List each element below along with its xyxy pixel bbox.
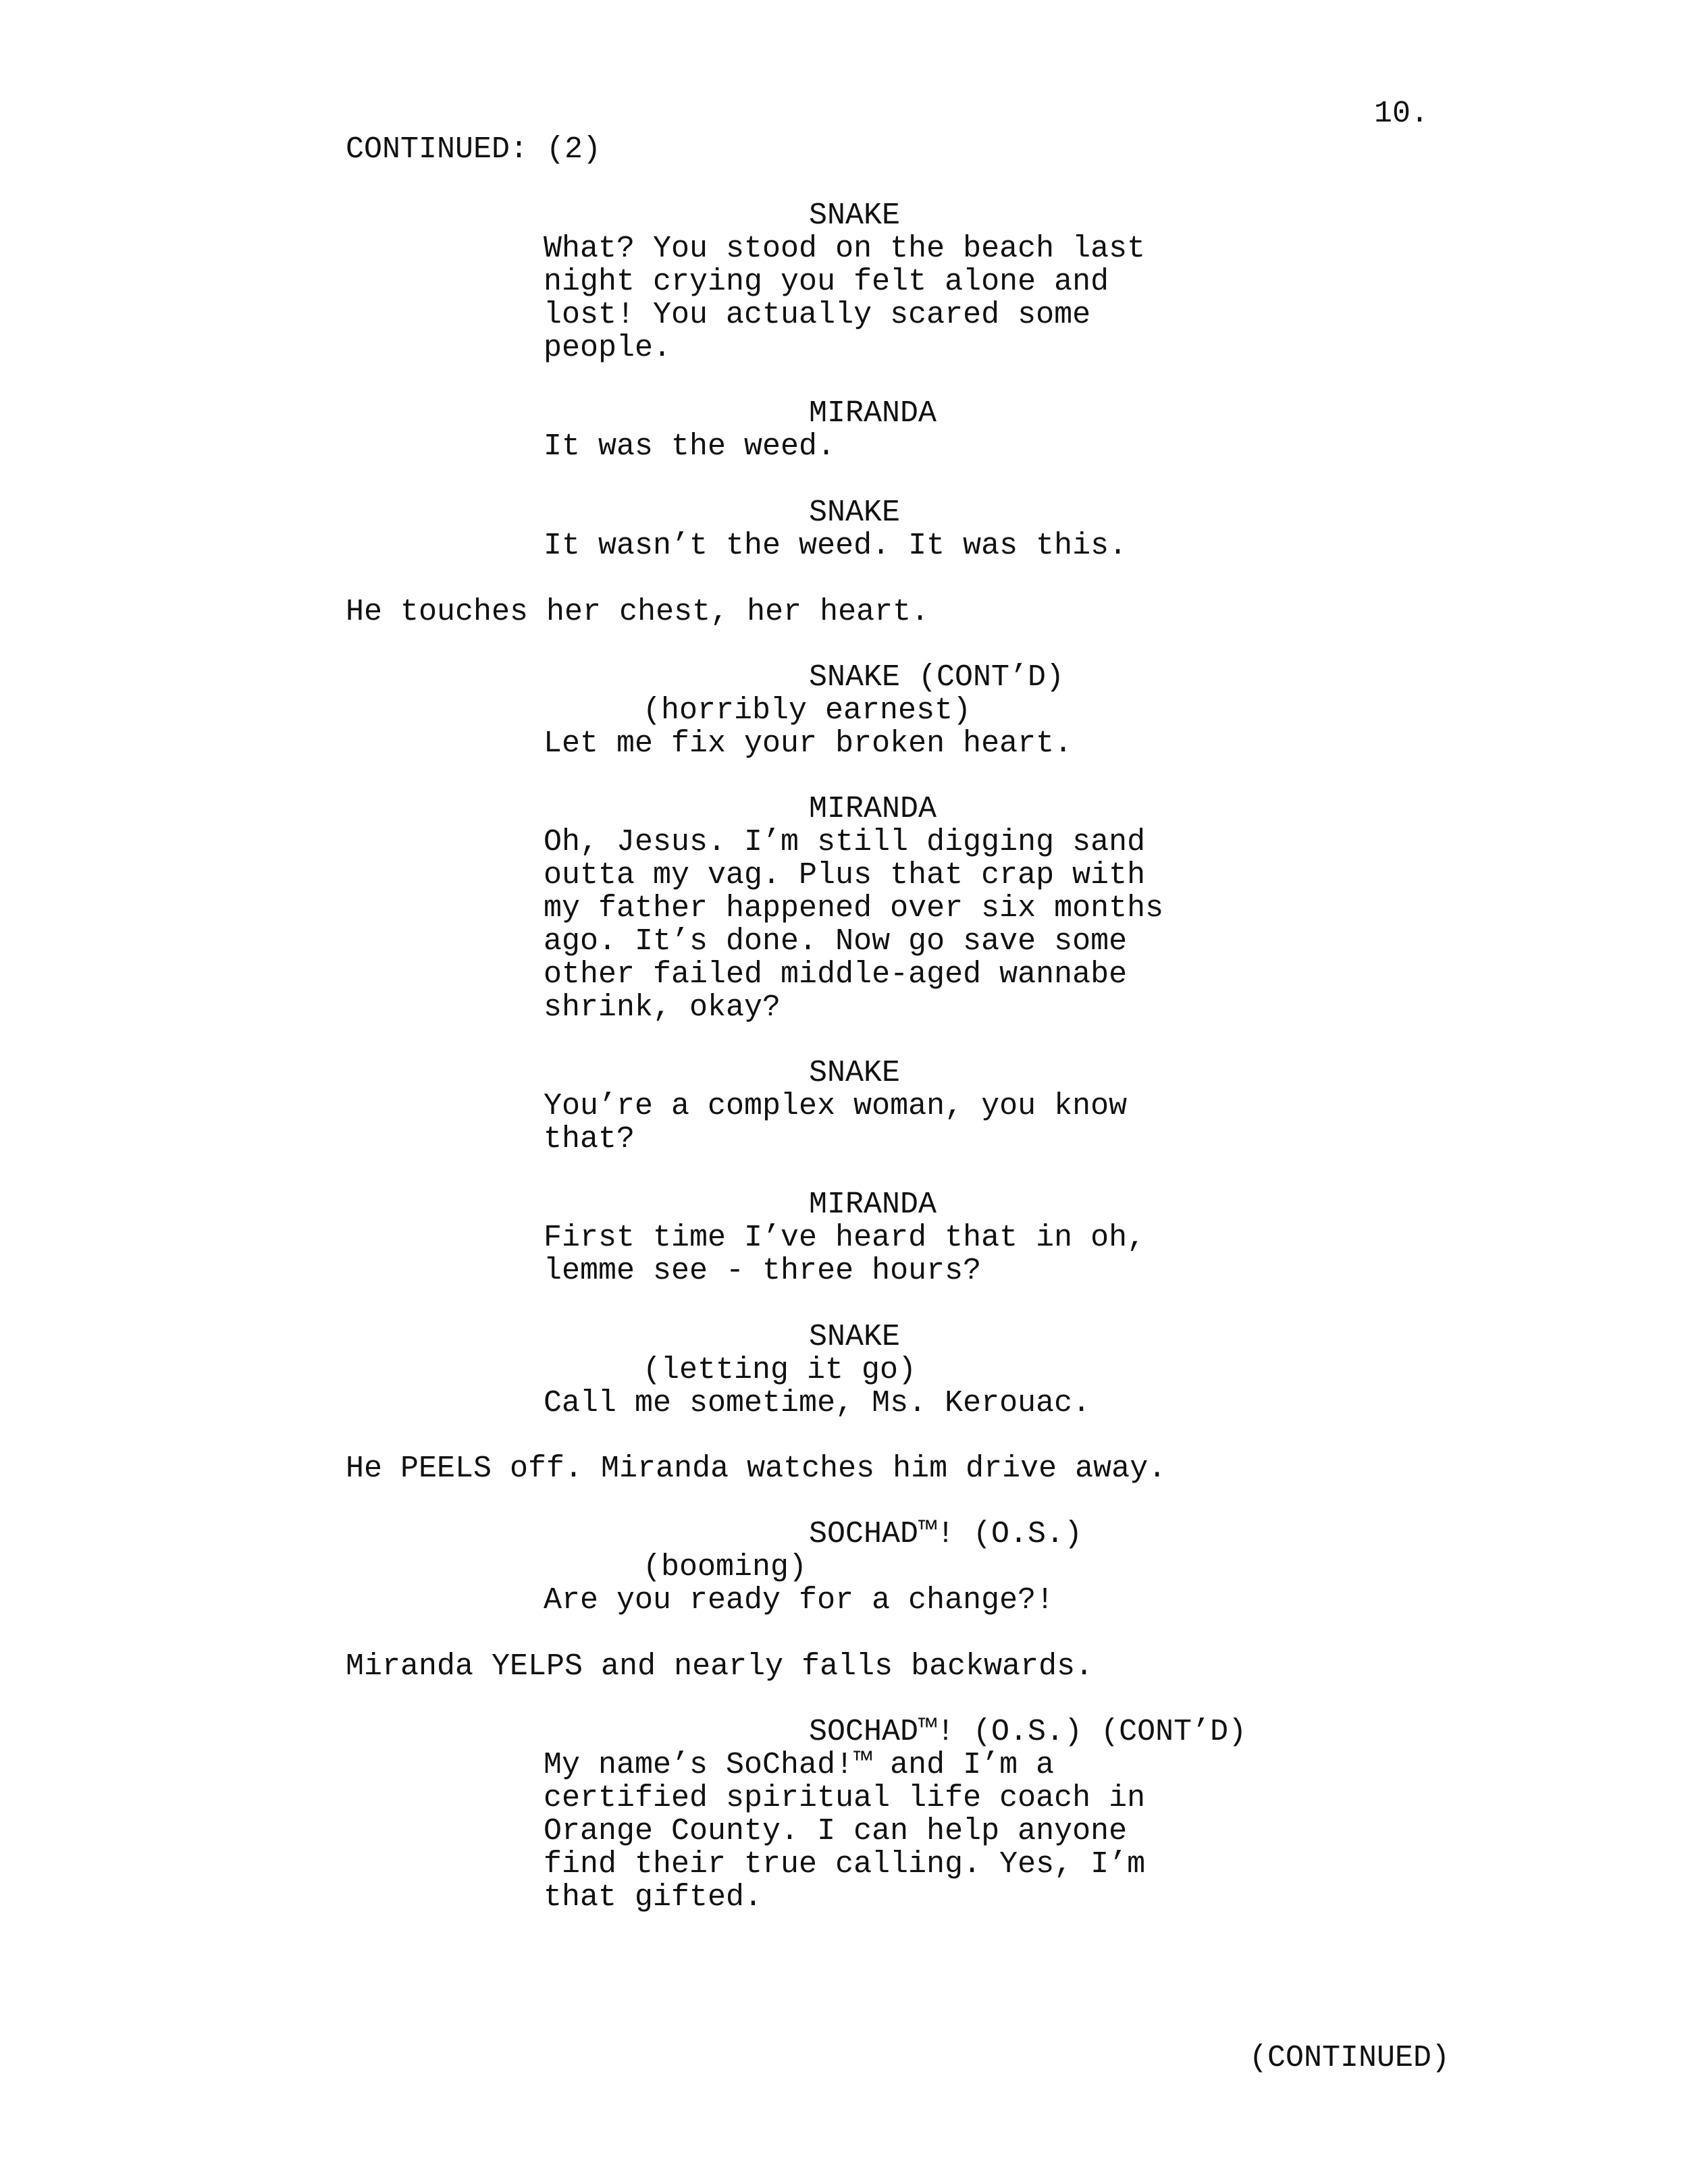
dialogue-line: night crying you felt alone and xyxy=(544,265,1109,299)
dialogue-line: Let me fix your broken heart. xyxy=(544,726,1073,761)
dialogue-line: Oh, Jesus. I’m still digging sand xyxy=(544,825,1146,859)
dialogue-line: that gifted. xyxy=(544,1880,763,1915)
dialogue-line: First time I’ve heard that in oh, xyxy=(544,1221,1146,1255)
dialogue-line: that? xyxy=(544,1122,635,1156)
action-line: Miranda YELPS and nearly falls backwards. xyxy=(346,1649,1094,1684)
parenthetical: (booming) xyxy=(643,1550,808,1584)
dialogue-line: What? You stood on the beach last xyxy=(544,232,1146,266)
continued-header: CONTINUED: (2) xyxy=(346,132,602,167)
action-line: He PEELS off. Miranda watches him drive away. xyxy=(346,1451,1167,1486)
dialogue-line: people. xyxy=(544,331,672,365)
character-cue: SOCHAD™! (O.S.) xyxy=(809,1517,1083,1551)
dialogue-line: ago. It’s done. Now go save some xyxy=(544,924,1128,959)
dialogue-line: My name’s SoChad!™ and I’m a xyxy=(544,1748,1055,1782)
dialogue-line: other failed middle-aged wannabe xyxy=(544,957,1128,992)
character-cue: MIRANDA xyxy=(809,396,937,431)
dialogue-line: my father happened over six months xyxy=(544,891,1164,926)
dialogue-line: outta my vag. Plus that crap with xyxy=(544,858,1146,893)
parenthetical: (letting it go) xyxy=(643,1353,917,1387)
dialogue-line: You’re a complex woman, you know xyxy=(544,1089,1128,1123)
dialogue-line: certified spiritual life coach in xyxy=(544,1781,1146,1815)
character-cue: MIRANDA xyxy=(809,792,937,826)
dialogue-line: Orange County. I can help anyone xyxy=(544,1814,1128,1848)
parenthetical: (horribly earnest) xyxy=(643,693,972,728)
dialogue-line: shrink, okay? xyxy=(544,990,781,1025)
character-cue: SNAKE (CONT’D) xyxy=(809,660,1065,695)
character-cue: SOCHAD™! (O.S.) (CONT’D) xyxy=(809,1715,1247,1749)
dialogue-line: Are you ready for a change?! xyxy=(544,1583,1055,1618)
character-cue: SNAKE xyxy=(809,1056,901,1090)
dialogue-line: lost! You actually scared some xyxy=(544,298,1091,332)
continued-footer: (CONTINUED) xyxy=(1249,2041,1450,2075)
character-cue: SNAKE xyxy=(809,198,901,233)
dialogue-line: It wasn’t the weed. It was this. xyxy=(544,529,1128,563)
dialogue-line: Call me sometime, Ms. Kerouac. xyxy=(544,1386,1091,1420)
page-number: 10. xyxy=(1374,97,1429,131)
character-cue: SNAKE xyxy=(809,496,901,530)
dialogue-line: lemme see - three hours? xyxy=(544,1254,982,1288)
dialogue-line: It was the weed. xyxy=(544,429,836,464)
character-cue: SNAKE xyxy=(809,1320,901,1354)
dialogue-line: find their true calling. Yes, I’m xyxy=(544,1847,1146,1882)
action-line: He touches her chest, her heart. xyxy=(346,595,930,629)
character-cue: MIRANDA xyxy=(809,1188,937,1222)
